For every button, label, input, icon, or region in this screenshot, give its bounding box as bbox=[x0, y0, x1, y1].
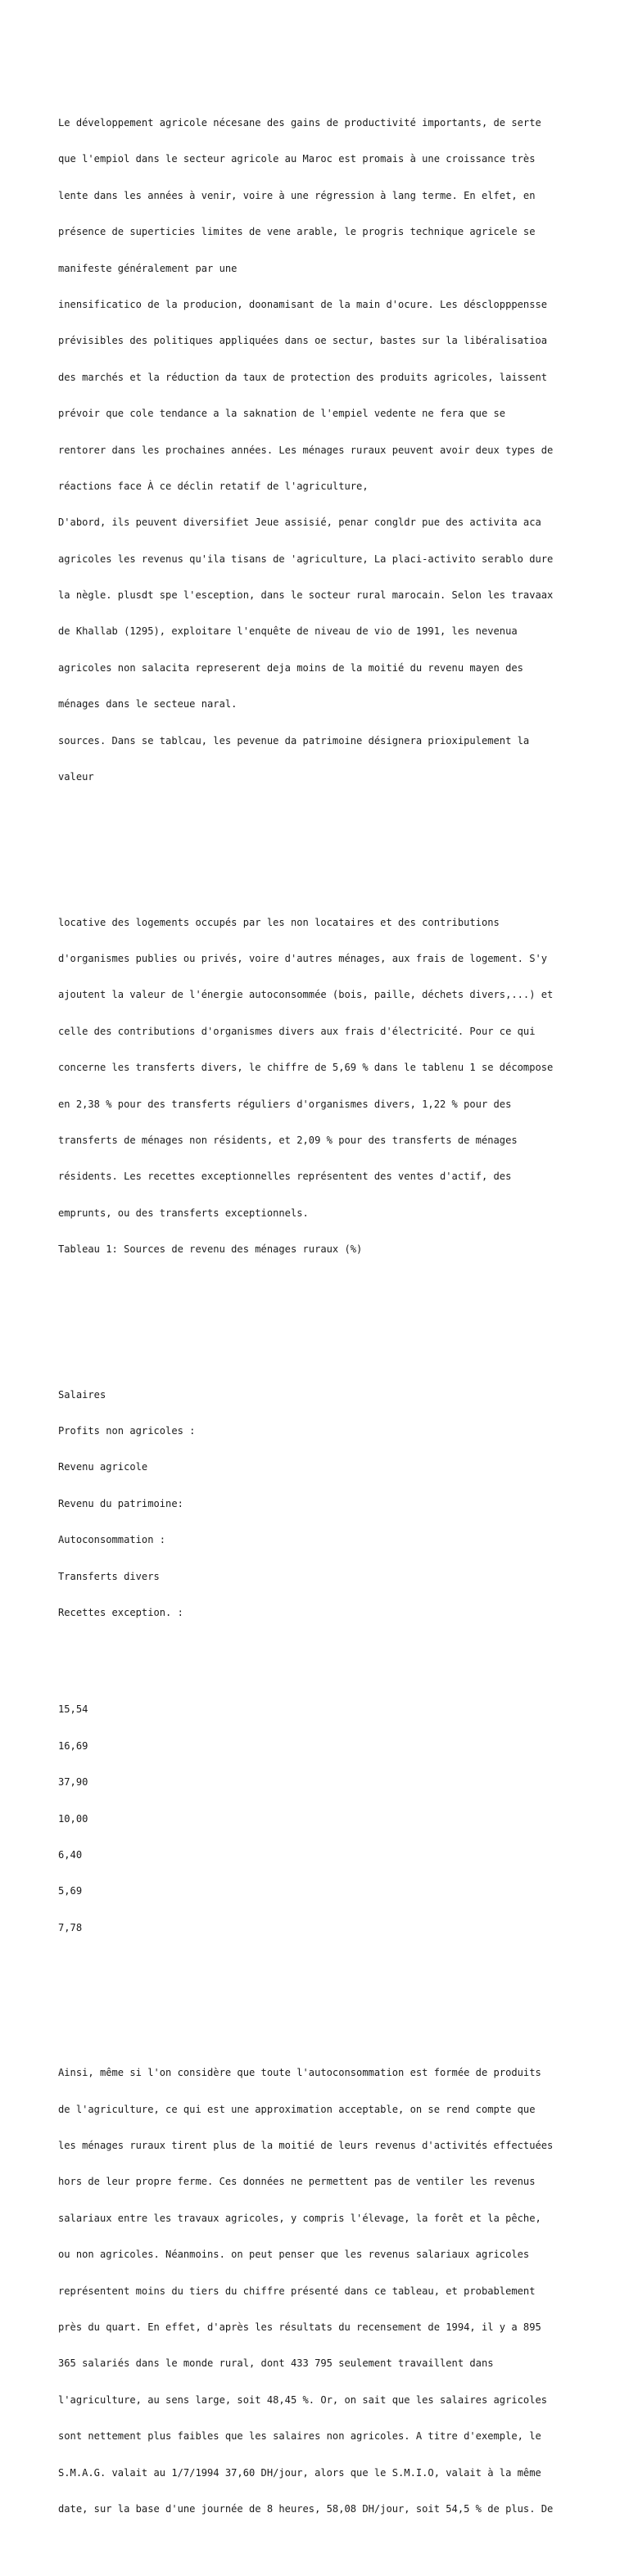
text-line: celle des contributions d'organismes divers aux frais d'électricité. Pour ce qui bbox=[58, 1025, 536, 1037]
text-line: manifeste généralement par une bbox=[58, 262, 238, 274]
text-line: concerne les transferts divers, le chiffre de 5,69 % dans le tablenu 1 se décompose bbox=[58, 1062, 554, 1074]
table-value: 37,90 bbox=[58, 1776, 88, 1789]
table-label: Revenu du patrimoine: bbox=[58, 1497, 183, 1509]
table-value: 16,69 bbox=[58, 1739, 88, 1752]
table-label: Revenu agricole bbox=[58, 1461, 148, 1473]
table-label: Recettes exception. : bbox=[58, 1607, 183, 1618]
text-line: prévoir que cole tendance a la saknation de l'empiel vedente ne fera que se bbox=[58, 408, 506, 420]
paragraph-1 bbox=[58, 92, 582, 807]
table-value: 6,40 bbox=[58, 1848, 83, 1861]
text-line: sont nettement plus faibles que les salaires non agricoles. A titre d'exemple, le bbox=[58, 2430, 541, 2443]
table-value: 10,00 bbox=[58, 1812, 88, 1825]
table-label: Profits non agricoles : bbox=[58, 1425, 196, 1437]
text-line: d'organismes publies ou privés, voire d'autres ménages, aux frais de logement. S'y bbox=[58, 952, 548, 964]
blank-line bbox=[58, 844, 582, 856]
text-line: représentent moins du tiers du chiffre présenté dans ce tableau, et probablement bbox=[58, 2285, 536, 2297]
document-text bbox=[58, 56, 582, 2576]
table-label: Transferts divers bbox=[58, 1570, 160, 1582]
table-row-labels bbox=[58, 1365, 582, 1643]
text-line: emprunts, ou des transferts exceptionnels. bbox=[58, 1207, 309, 1219]
text-line: agricoles les revenus qu'ila tisans de 'agriculture, La placi-activito serablo dure bbox=[58, 553, 554, 565]
text-line: date, sur la base d'une journée de 8 heures, 58,08 DH/jour, soit 54,5 % de plus. De bbox=[58, 2502, 554, 2515]
text-line: que l'empiol dans le secteur agricole au Maroc est promais à une croissance très bbox=[58, 153, 536, 165]
paragraph-3 bbox=[58, 2043, 582, 2540]
text-line: de Khallab (1295), exploitare l'enquête de niveau de vio de 1991, les nevenua bbox=[58, 625, 518, 638]
table-value: 5,69 bbox=[58, 1885, 83, 1897]
text-line: des marchés et la réduction da taux de protection des produits agricoles, laissent bbox=[58, 371, 548, 383]
table-label: Autoconsommation : bbox=[58, 1534, 166, 1546]
table-value: 15,54 bbox=[58, 1703, 88, 1716]
table-caption: Tableau 1: Sources de revenu des ménages ruraux (%) bbox=[58, 1243, 363, 1256]
text-line: Ainsi, même si l'on considère que toute l'autoconsommation est formée de produits bbox=[58, 2067, 541, 2079]
text-line: de l'agriculture, ce qui est une approximation acceptable, on se rend compte que bbox=[58, 2103, 536, 2115]
text-line: hors de leur propre ferme. Ces données ne permettent pas de ventiler les revenus bbox=[58, 2176, 536, 2188]
text-line: ajoutent la valeur de l'énergie autoconsommée (bois, paille, déchets divers,...) et bbox=[58, 989, 554, 1001]
text-line: résidents. Les recettes exceptionnelles représentent des ventes d'actif, des bbox=[58, 1171, 512, 1183]
text-line: D'abord, ils peuvent diversifiet Jeue assisié, penar congldr pue des activita aca bbox=[58, 517, 541, 529]
table-label: Salaires bbox=[58, 1388, 106, 1401]
text-line: près du quart. En effet, d'après les résultats du recensement de 1994, il y a 895 bbox=[58, 2321, 541, 2334]
text-line: lente dans les années à venir, voire à une régression à lang terme. En elfet, en bbox=[58, 189, 536, 201]
text-line: agricoles non salacita represerent deja moins de la moitié du revenu mayen des bbox=[58, 661, 523, 674]
text-line: ou non agricoles. Néanmoins. on peut penser que les revenus salariaux agricoles bbox=[58, 2249, 530, 2261]
text-line: Le développement agricole nécesane des gains de productivité importants, de serte bbox=[58, 116, 541, 129]
table-values bbox=[58, 1680, 582, 1958]
text-line: sources. Dans se tablcau, les pevenue da patrimoine désignera prioxipulement la bbox=[58, 734, 530, 747]
text-line: la nègle. plusdt spe l'esception, dans le socteur rural marocain. Selon les travaax bbox=[58, 589, 554, 602]
text-line: l'agriculture, au sens large, soit 48,45 %. Or, on sait que les salaires agricoles bbox=[58, 2393, 548, 2406]
text-line: salariaux entre les travaux agricoles, y compris l'élevage, la forêt et la pêche, bbox=[58, 2212, 541, 2224]
text-line: transferts de ménages non résidents, et 2,09 % pour des transferts de ménages bbox=[58, 1134, 518, 1146]
blank-line bbox=[58, 1316, 582, 1329]
text-line: en 2,38 % pour des transferts réguliers d'organismes divers, 1,22 % pour des bbox=[58, 1098, 512, 1110]
text-line: rentorer dans les prochaines années. Les ménages ruraux peuvent avoir deux types de bbox=[58, 444, 554, 456]
text-line: ménages dans le secteue naral. bbox=[58, 698, 238, 711]
text-line: réactions face À ce déclin retatif de l'agriculture, bbox=[58, 480, 369, 492]
text-line: S.M.A.G. valait au 1/7/1994 37,60 DH/jour, alors que le S.M.I.O, valait à la même bbox=[58, 2466, 541, 2479]
text-line: présence de superticies limites de vene arable, le progris technique agricele se bbox=[58, 226, 536, 238]
table-value: 7,78 bbox=[58, 1921, 83, 1933]
text-line: 365 salariés dans le monde rural, dont 433 795 seulement travaillent dans bbox=[58, 2357, 494, 2370]
text-line: valeur bbox=[58, 771, 94, 783]
text-line: locative des logements occupés par les non locataires et des contributions bbox=[58, 916, 500, 928]
text-line: les ménages ruraux tirent plus de la moitié de leurs revenus d'activités effectuées bbox=[58, 2140, 554, 2152]
text-line: prévisibles des politiques appliquées dans oe sectur, bastes sur la libéralisatioa bbox=[58, 335, 548, 347]
text-line: inensificatico de la producion, doonamisant de la main d'ocure. Les désclopppensse bbox=[58, 298, 548, 310]
blank-line bbox=[58, 1995, 582, 2007]
paragraph-2 bbox=[58, 892, 582, 1280]
